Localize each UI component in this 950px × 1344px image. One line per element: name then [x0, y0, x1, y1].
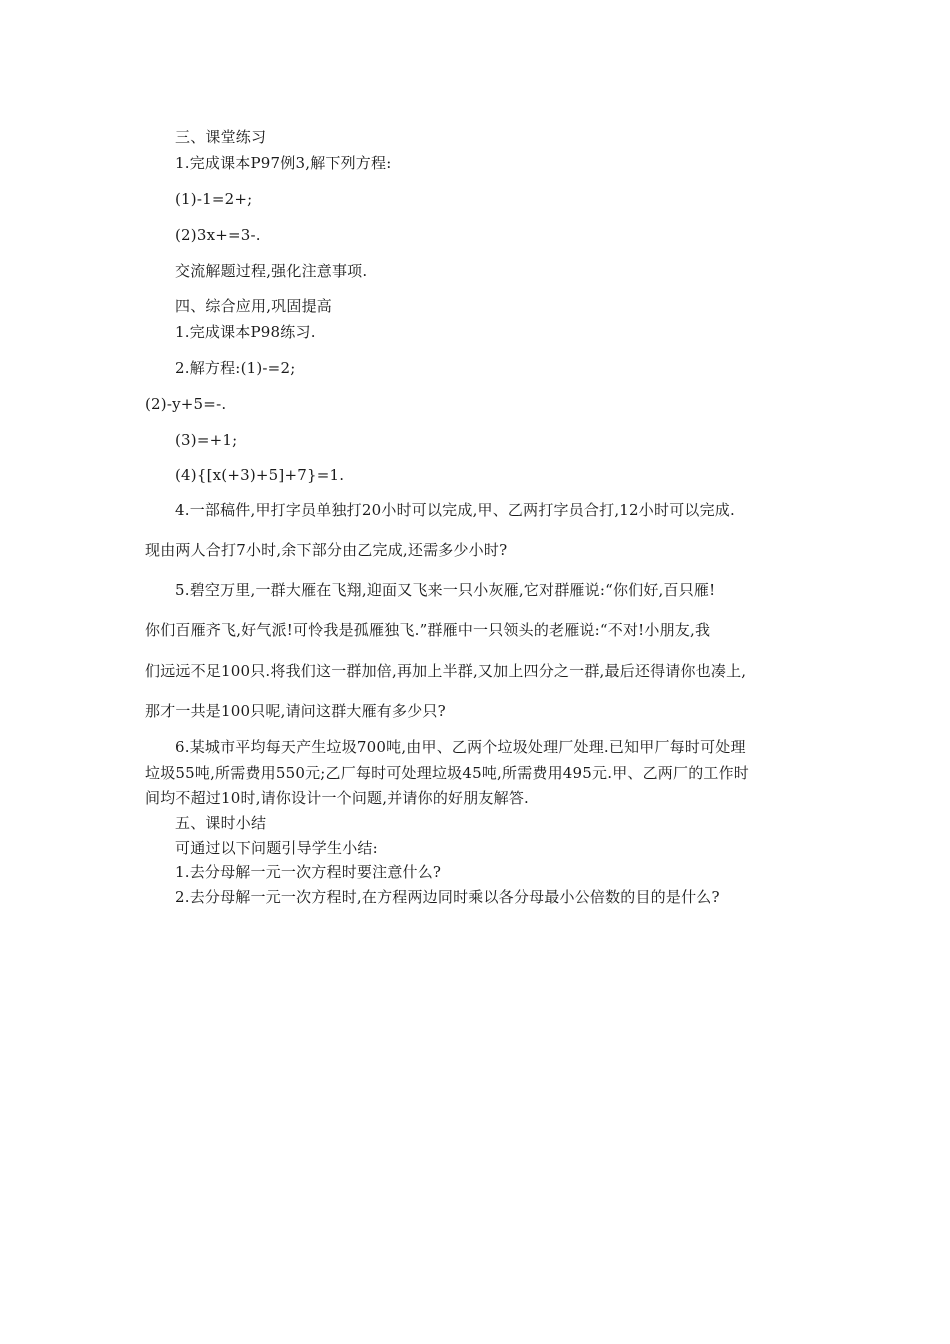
summary-question-1: 1.去分母解一元一次方程时要注意什么?	[175, 863, 442, 881]
problem-6-line-1: 6.某城市平均每天产生垃圾700吨,由甲、乙两个垃圾处理厂处理.已知甲厂每时可处理	[175, 738, 746, 756]
problem-6-line-3: 间均不超过10时,请你设计一个问题,并请你的好朋友解答.	[145, 789, 529, 807]
problem-5-line-2: 你们百雁齐飞,好气派!可怜我是孤雁独飞.”群雁中一只领头的老雁说:“不对!小朋友,我	[145, 621, 711, 639]
section-heading-classroom-practice: 三、课堂练习	[175, 128, 267, 146]
application-item-2: 2.解方程:(1)-=2;	[175, 359, 296, 377]
application-item-1: 1.完成课本P98练习.	[175, 323, 316, 341]
problem-4-line-1: 4.一部稿件,甲打字员单独打20小时可以完成,甲、乙两打字员合打,12小时可以完成.	[175, 501, 735, 519]
equation-part-3: (3)=+1;	[175, 431, 238, 449]
equation-part-4: (4){[x(+3)+5]+7}=1.	[175, 466, 345, 484]
problem-5-line-3: 们远远不足100只.将我们这一群加倍,再加上半群,又加上四分之一群,最后还得请你也凑上,	[145, 662, 747, 680]
summary-intro: 可通过以下问题引导学生小结:	[175, 839, 378, 857]
equation-1: (1)-1=2+;	[175, 190, 253, 208]
discussion-note: 交流解题过程,强化注意事项.	[175, 262, 368, 280]
exercise-1-instruction: 1.完成课本P97例3,解下列方程:	[175, 154, 392, 172]
problem-4-line-2: 现由两人合打7小时,余下部分由乙完成,还需多少小时?	[145, 541, 508, 559]
problem-5-line-4: 那才一共是100只呢,请问这群大雁有多少只?	[145, 702, 446, 720]
problem-5-line-1: 5.碧空万里,一群大雁在飞翔,迎面又飞来一只小灰雁,它对群雁说:“你们好,百只雁!	[175, 581, 716, 599]
section-heading-comprehensive-application: 四、综合应用,巩固提高	[175, 297, 332, 315]
problem-6-line-2: 垃圾55吨,所需费用550元;乙厂每时可处理垃圾45吨,所需费用495元.甲、乙两厂的工作时	[145, 764, 749, 782]
equation-2: (2)3x+=3-.	[175, 226, 261, 244]
equation-part-2: (2)-y+5=-.	[145, 395, 227, 413]
section-heading-summary: 五、课时小结	[175, 814, 267, 832]
summary-question-2: 2.去分母解一元一次方程时,在方程两边同时乘以各分母最小公倍数的目的是什么?	[175, 888, 720, 906]
